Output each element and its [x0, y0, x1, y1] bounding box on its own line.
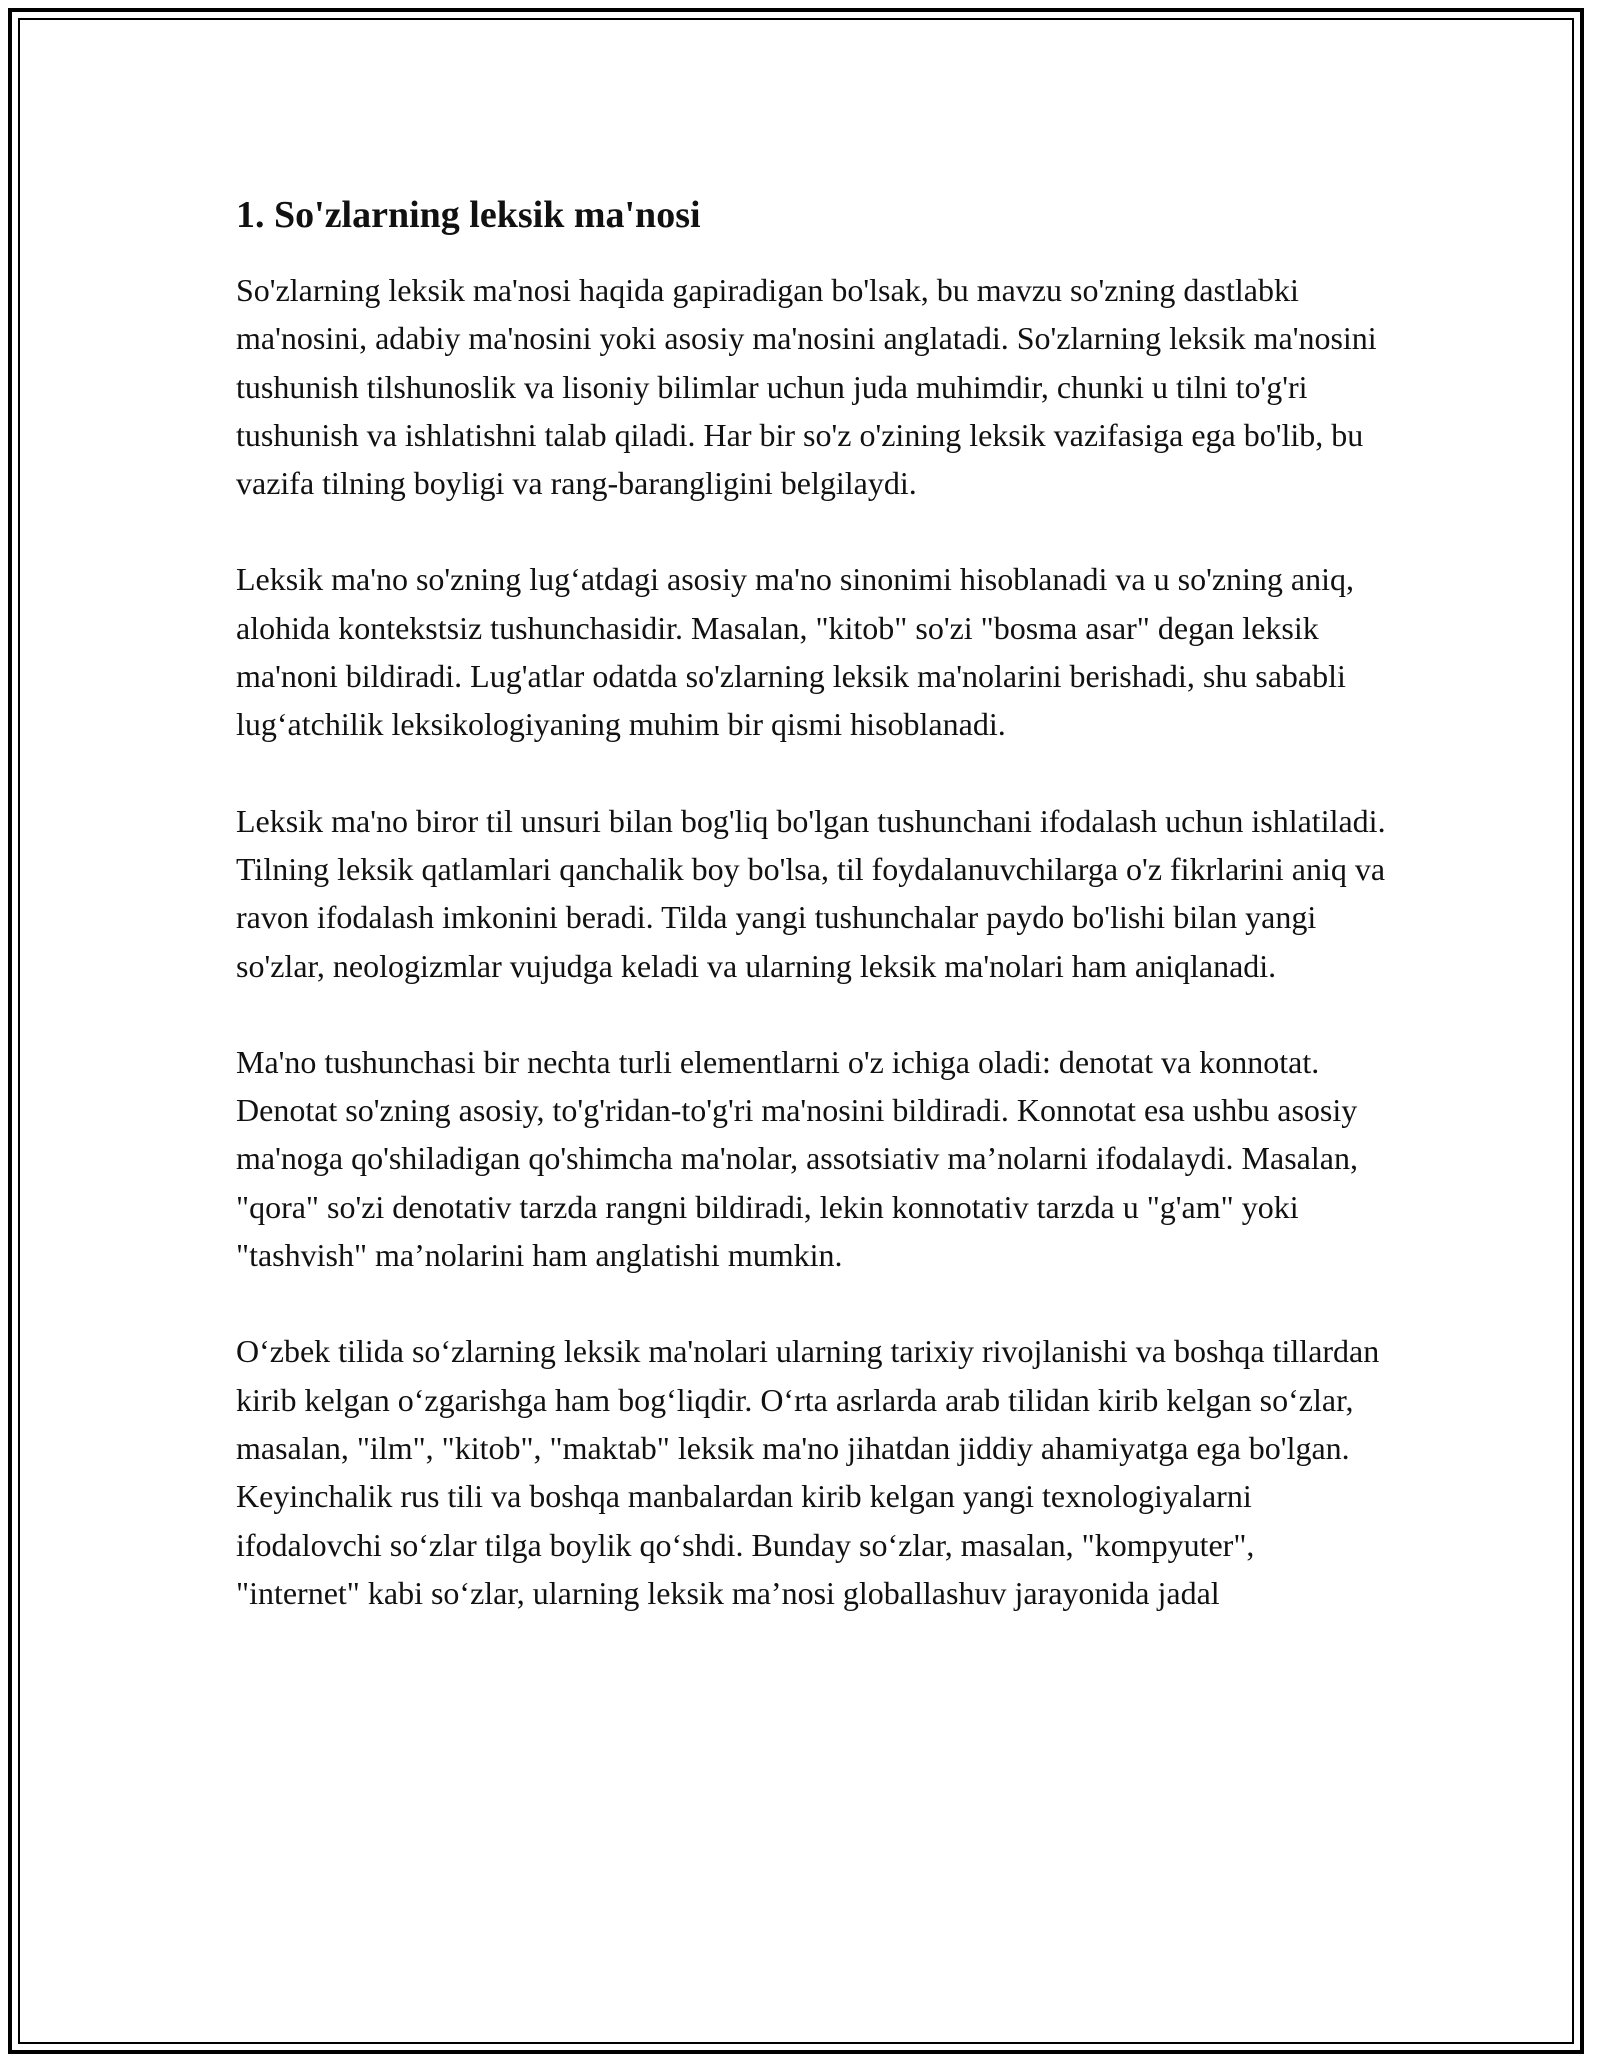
paragraph-2: Leksik ma'no so'zning lug‘atdagi asosiy ma'no sinonimi hisoblanadi va u so'zning aniq, alohida kontekstsiz tushunchasidir. Masalan, "kitob" so'zi "bosma asar" degan leksik ma'noni bildiradi. Lug'atlar odatda so'zlarning leksik ma'nolarini berishadi, shu sababli lug‘atchilik leksikologiyaning muhim bir qismi hisoblanadi. — [236, 561, 1355, 743]
paragraph-1: So'zlarning leksik ma'nosi haqida gapiradigan bo'lsak, bu mavzu so'zning dastlabki ma'nosini, adabiy ma'nosini yoki asosiy ma'nosini anglatadi. So'zlarning leksik ma'nosini tushunish tilshunoslik va lisoniy bilimlar uchun juda muhimdir, chunki u tilni to'g'ri tushunish va ishlatishni talab qiladi. Har bir so'z o'zining leksik vazifasiga ega bo'lib, bu vazifa tilning boyligi va rang-barangligini belgilaydi. — [236, 272, 1377, 502]
paragraph-5: O‘zbek tilida so‘zlarning leksik ma'nolari ularning tarixiy rivojlanishi va boshqa tillardan kirib kelgan o‘zgarishga ham bog‘liqdir. O‘rta asrlarda arab tilidan kirib kelgan so‘zlar, masalan, "ilm", "kitob", "maktab" leksik ma'no jihatdan jiddiy ahamiyatga ega bo'lgan. Keyinchalik rus tili va boshqa manbalardan kirib kelgan yangi texnologiyalarni ifodalovchi so‘zlar tilga boylik qo‘shdi. Bunday so‘zlar, masalan, "kompyuter", "internet" kabi so‘zlar, ularning leksik ma’nosi globallashuv jarayonida jadal — [236, 1333, 1380, 1611]
paragraph-3: Leksik ma'no biror til unsuri bilan bog'liq bo'lgan tushunchani ifodalash uchun ishlatiladi. Tilning leksik qatlamlari qanchalik boy bo'lsa, til foydalanuvchilarga o'z fikrlarini aniq va ravon ifodalash imkonini beradi. Tilda yangi tushunchalar paydo bo'lishi bilan yangi so'zlar, neologizmlar vujudga keladi va ularning leksik ma'nolari ham aniqlanadi. — [236, 802, 1386, 984]
document-body — [236, 186, 1386, 1665]
section-title: 1. So'zlarning leksik ma'nosi — [236, 194, 701, 236]
paragraph-4: Ma'no tushunchasi bir nechta turli elementlarni o'z ichiga oladi: denotat va konnotat. Denotat so'zning asosiy, to'g'ridan-to'g'ri ma'nosini bildiradi. Konnotat esa ushbu asosiy ma'noga qo'shiladigan qo'shimcha ma'nolar, assotsiativ ma’nolarni ifodalaydi. Masalan, "qora" so'zi denotativ tarzda rangni bildiradi, lekin konnotativ tarzda u "g'am" yoki "tashvish" ma’nolarini ham anglatishi mumkin. — [236, 1043, 1358, 1274]
